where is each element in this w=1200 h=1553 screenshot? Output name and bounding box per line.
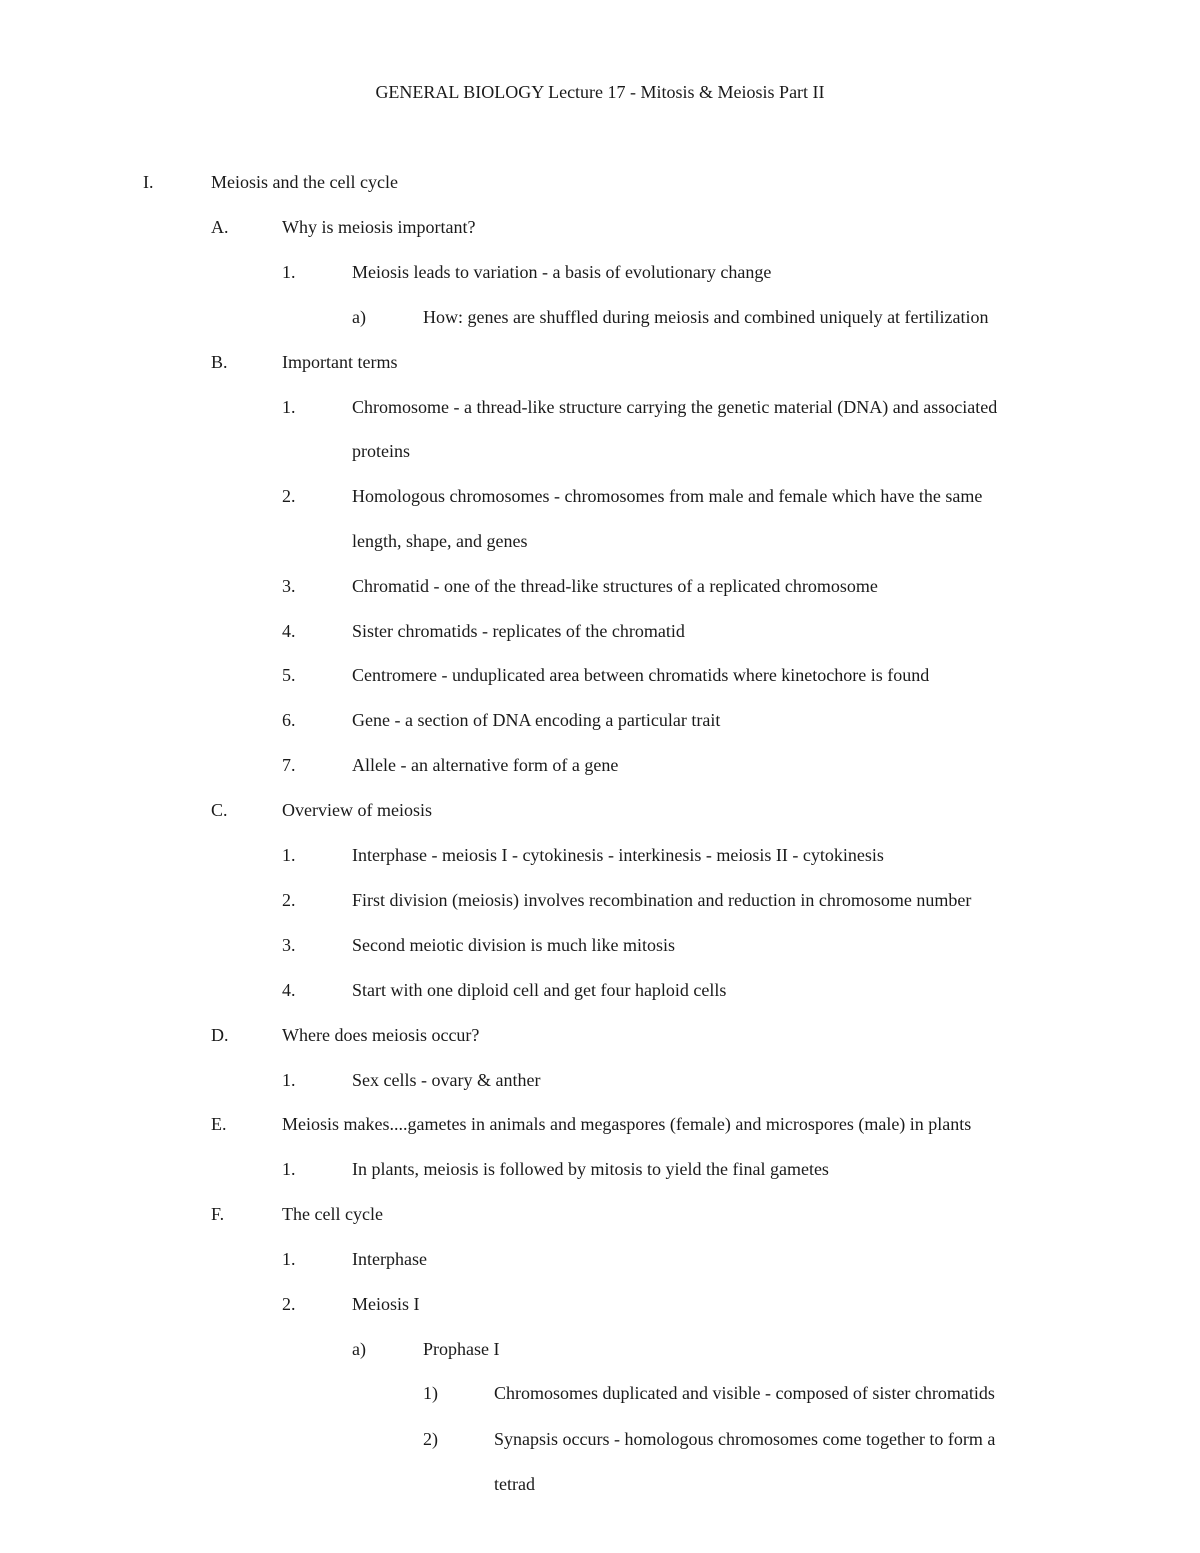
item-marker: 1. <box>282 1070 296 1090</box>
item-text: In plants, meiosis is followed by mitosis to yield the final gametes <box>352 1159 829 1179</box>
item-text: Where does meiosis occur? <box>282 1025 480 1045</box>
item-text: Chromatid - one of the thread-like structures of a replicated chromosome <box>352 576 878 596</box>
document-title: GENERAL BIOLOGY Lecture 17 - Mitosis & Meiosis Part II <box>375 82 825 102</box>
item-text: tetrad <box>494 1474 535 1494</box>
item-text: Second meiotic division is much like mitosis <box>352 935 675 955</box>
item-text: Meiosis I <box>352 1294 420 1314</box>
item-marker: 1. <box>282 1249 296 1269</box>
item-marker: 5. <box>282 665 296 685</box>
item-marker: B. <box>211 352 228 372</box>
item-text: Chromosome - a thread-like structure carrying the genetic material (DNA) and associated <box>352 397 998 417</box>
item-marker: 3. <box>282 576 296 596</box>
item-marker: a) <box>352 1339 366 1359</box>
item-text: Interphase - meiosis I - cytokinesis - interkinesis - meiosis II - cytokinesis <box>352 845 884 865</box>
item-marker: 2. <box>282 890 296 910</box>
item-text: Interphase <box>352 1249 427 1269</box>
item-text: The cell cycle <box>282 1204 383 1224</box>
item-text: Prophase I <box>423 1339 500 1359</box>
item-text: Important terms <box>282 352 398 372</box>
item-marker: 4. <box>282 621 296 641</box>
item-marker: C. <box>211 800 228 820</box>
item-text: Gene - a section of DNA encoding a particular trait <box>352 710 721 730</box>
item-marker: 2. <box>282 486 296 506</box>
item-text: Meiosis and the cell cycle <box>211 172 398 192</box>
item-text: length, shape, and genes <box>352 531 528 551</box>
item-marker: 4. <box>282 980 296 1000</box>
item-text: Why is meiosis important? <box>282 217 476 237</box>
item-marker: 2. <box>282 1294 296 1314</box>
item-text: Allele - an alternative form of a gene <box>352 755 619 775</box>
item-text: Sex cells - ovary & anther <box>352 1070 541 1090</box>
item-marker: 6. <box>282 710 296 730</box>
item-marker: 1. <box>282 1159 296 1179</box>
item-marker: a) <box>352 307 366 327</box>
item-marker: F. <box>211 1204 225 1224</box>
item-text: First division (meiosis) involves recombination and reduction in chromosome number <box>352 890 972 910</box>
item-text: proteins <box>352 441 410 461</box>
item-text: Meiosis leads to variation - a basis of evolutionary change <box>352 262 772 282</box>
item-text: How: genes are shuffled during meiosis and combined uniquely at fertilization <box>423 307 989 327</box>
item-text: Centromere - unduplicated area between chromatids where kinetochore is found <box>352 665 930 685</box>
item-marker: 1. <box>282 845 296 865</box>
item-marker: 1. <box>282 262 296 282</box>
item-marker: 2) <box>423 1429 438 1449</box>
item-marker: 7. <box>282 755 296 775</box>
item-text: Homologous chromosomes - chromosomes from male and female which have the same <box>352 486 983 506</box>
item-marker: A. <box>211 217 229 237</box>
item-text: Start with one diploid cell and get four haploid cells <box>352 980 727 1000</box>
item-marker: 3. <box>282 935 296 955</box>
item-marker: 1. <box>282 397 296 417</box>
item-text: Sister chromatids - replicates of the chromatid <box>352 621 685 641</box>
item-marker: E. <box>211 1114 227 1134</box>
item-marker: 1) <box>423 1383 438 1403</box>
item-marker: D. <box>211 1025 229 1045</box>
item-text: Synapsis occurs - homologous chromosomes come together to form a <box>494 1429 996 1449</box>
item-marker: I. <box>143 172 154 192</box>
item-text: Overview of meiosis <box>282 800 432 820</box>
item-text: Chromosomes duplicated and visible - composed of sister chromatids <box>494 1383 995 1403</box>
item-text: Meiosis makes....gametes in animals and megaspores (female) and microspores (male) in plants <box>282 1114 972 1134</box>
